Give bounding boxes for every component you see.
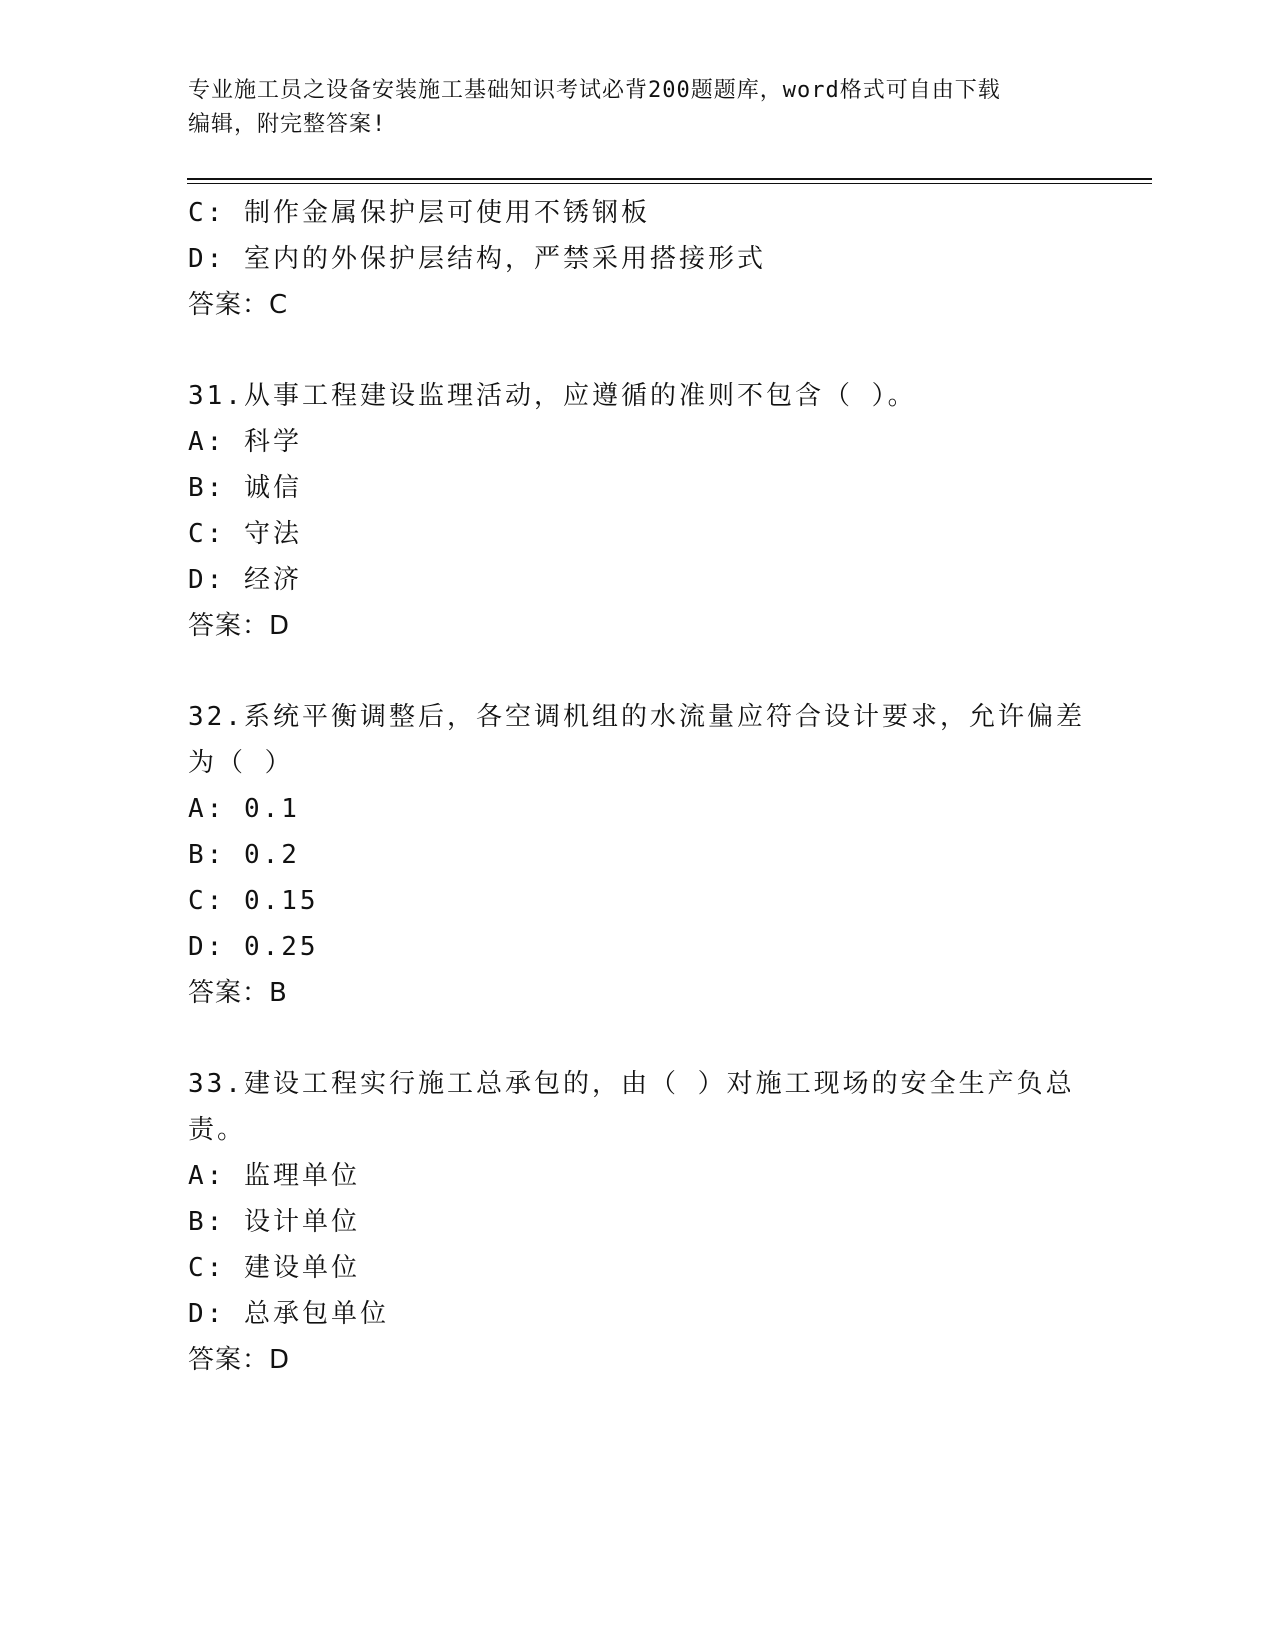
option-c: C: 守法 — [188, 519, 302, 549]
option-b: B: 诚信 — [188, 473, 302, 503]
question-stem: 32.系统平衡调整后，各空调机组的水流量应符合设计要求，允许偏差 — [188, 702, 1085, 732]
option-c: C: 0.15 — [188, 886, 319, 916]
option-c: C: 建设单位 — [188, 1253, 360, 1283]
option-d: D: 总承包单位 — [188, 1299, 389, 1329]
header-line-1: 专业施工员之设备安装施工基础知识考试必背200题题库，word格式可自由下载 — [188, 78, 1001, 103]
question-spacer — [188, 328, 1088, 373]
question-spacer — [188, 649, 1088, 694]
previous-question-tail — [188, 190, 1088, 328]
header-divider-thin — [187, 183, 1152, 184]
option-a: A: 科学 — [188, 427, 302, 457]
option-d: D: 经济 — [188, 565, 302, 595]
question-list — [188, 190, 1088, 1383]
header-divider-thick — [187, 178, 1152, 180]
option-a: A: 0.1 — [188, 794, 300, 824]
option-a: A: 监理单位 — [188, 1161, 360, 1191]
answer-line: 答案：B — [188, 978, 288, 1008]
document-header — [188, 74, 1088, 142]
question-31 — [188, 373, 1088, 649]
header-line-2: 编辑，附完整答案! — [188, 112, 387, 137]
question-stem: 33.建设工程实行施工总承包的，由（ ）对施工现场的安全生产负总 — [188, 1069, 1075, 1099]
question-32 — [188, 694, 1088, 1016]
answer-line: 答案：D — [188, 1345, 291, 1375]
question-stem-continued: 责。 — [188, 1115, 247, 1145]
option-b: B: 0.2 — [188, 840, 300, 870]
question-spacer — [188, 1016, 1088, 1061]
option-b: B: 设计单位 — [188, 1207, 360, 1237]
option-c: C: 制作金属保护层可使用不锈钢板 — [188, 198, 650, 228]
question-stem-continued: 为（ ） — [188, 748, 294, 778]
option-d: D: 0.25 — [188, 932, 319, 962]
option-d: D: 室内的外保护层结构，严禁采用搭接形式 — [188, 244, 766, 274]
question-stem: 31.从事工程建设监理活动，应遵循的准则不包含（ ）。 — [188, 381, 917, 411]
question-33 — [188, 1061, 1088, 1383]
answer-line: 答案：C — [188, 290, 289, 320]
answer-line: 答案：D — [188, 611, 291, 641]
